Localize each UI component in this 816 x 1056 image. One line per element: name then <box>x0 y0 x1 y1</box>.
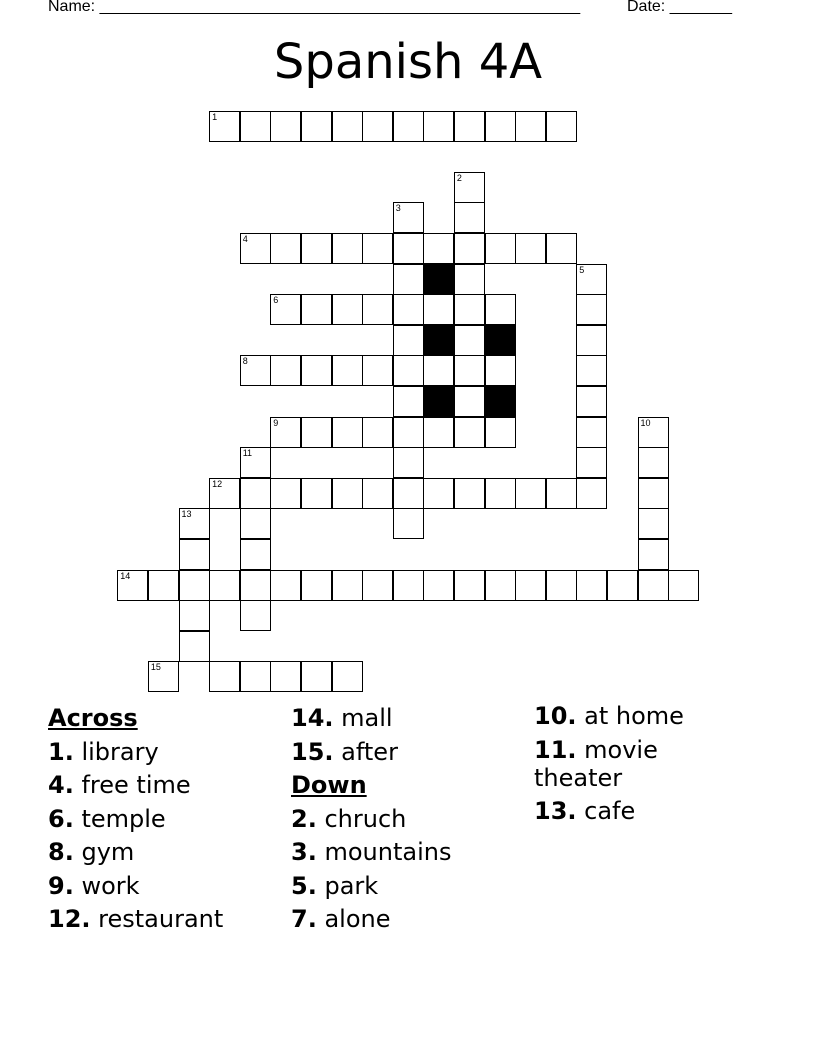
crossword-cell[interactable] <box>240 233 271 264</box>
clue-down-5 <box>291 870 531 904</box>
crossword-cell[interactable] <box>301 294 332 325</box>
crossword-cell[interactable] <box>301 478 332 509</box>
crossword-cell[interactable] <box>576 294 607 325</box>
crossword-cell[interactable] <box>454 355 485 386</box>
crossword-cell[interactable] <box>270 661 301 692</box>
clue-number-label: 10 <box>640 417 651 428</box>
crossword-cell[interactable] <box>515 111 546 142</box>
crossword-cell[interactable] <box>454 172 485 203</box>
clue-text: temple <box>81 804 166 833</box>
crossword-cell[interactable] <box>240 600 271 631</box>
clue-number: 1. <box>48 737 74 766</box>
crossword-cell[interactable] <box>301 570 332 601</box>
crossword-cell[interactable] <box>270 111 301 142</box>
clue-down-3 <box>291 836 531 870</box>
crossword-cell[interactable] <box>576 355 607 386</box>
crossword-cell[interactable] <box>362 233 393 264</box>
crossword-cell[interactable] <box>332 294 363 325</box>
crossword-cell[interactable] <box>240 447 271 478</box>
crossword-cell[interactable] <box>393 264 424 295</box>
crossword-cell[interactable] <box>209 478 240 509</box>
crossword-cell[interactable] <box>576 386 607 417</box>
clue-number-label: 12 <box>212 478 223 489</box>
blocked-cell <box>423 264 454 295</box>
crossword-cell[interactable] <box>393 447 424 478</box>
crossword-cell[interactable] <box>117 570 148 601</box>
crossword-cell[interactable] <box>454 233 485 264</box>
crossword-cell[interactable] <box>179 600 210 631</box>
crossword-cell[interactable] <box>240 508 271 539</box>
clue-number: 2. <box>291 804 317 833</box>
crossword-cell[interactable] <box>576 478 607 509</box>
crossword-cell[interactable] <box>454 478 485 509</box>
crossword-cell[interactable] <box>179 570 210 601</box>
crossword-cell[interactable] <box>240 111 271 142</box>
clue-text: mall <box>341 704 393 732</box>
crossword-cell[interactable] <box>393 355 424 386</box>
crossword-cell[interactable] <box>454 417 485 448</box>
clue-down-2 <box>291 803 531 837</box>
crossword-cell[interactable] <box>332 661 363 692</box>
crossword-cell[interactable] <box>301 233 332 264</box>
clue-number-label: 11 <box>242 448 253 459</box>
crossword-cell[interactable] <box>485 111 516 142</box>
crossword-cell[interactable] <box>485 294 516 325</box>
clue-number-label: 2 <box>456 172 462 183</box>
crossword-cell[interactable] <box>393 111 424 142</box>
clue-number: 4. <box>48 771 74 799</box>
crossword-cell[interactable] <box>332 355 363 386</box>
crossword-cell[interactable] <box>485 570 516 601</box>
crossword-cell[interactable] <box>393 325 424 356</box>
crossword-cell[interactable] <box>423 111 454 142</box>
page-title: Spanish 4A <box>273 34 543 90</box>
clue-number-label: 1 <box>212 111 218 122</box>
crossword-cell[interactable] <box>240 661 271 692</box>
crossword-cell[interactable] <box>485 478 516 509</box>
clues-column-3 <box>534 702 734 825</box>
crossword-cell[interactable] <box>576 417 607 448</box>
crossword-cell[interactable] <box>148 570 179 601</box>
crossword-cell[interactable] <box>393 233 424 264</box>
clue-down-10 <box>534 702 734 730</box>
clue-number-label: 8 <box>242 356 248 367</box>
clue-across-6 <box>48 803 288 837</box>
crossword-cell[interactable] <box>270 417 301 448</box>
crossword-cell[interactable] <box>393 202 424 233</box>
crossword-cell[interactable] <box>485 233 516 264</box>
clue-text: alone <box>324 905 391 933</box>
clue-text: at home <box>584 702 684 730</box>
clue-number-label: 14 <box>120 570 131 581</box>
across-heading: Across <box>48 704 138 732</box>
crossword-cell[interactable] <box>301 661 332 692</box>
clue-text: mountains <box>324 838 452 866</box>
crossword-cell[interactable] <box>362 111 393 142</box>
crossword-cell[interactable] <box>332 111 363 142</box>
crossword-cell[interactable] <box>332 233 363 264</box>
clue-text: cafe <box>584 797 636 825</box>
crossword-cell[interactable] <box>240 570 271 601</box>
crossword-cell[interactable] <box>638 417 669 448</box>
crossword-cell[interactable] <box>638 570 669 601</box>
clue-text: movie theater <box>534 735 658 792</box>
clue-number-label: 9 <box>273 417 279 428</box>
crossword-cell[interactable] <box>668 570 699 601</box>
clue-number: 15. <box>291 737 334 766</box>
crossword-cell[interactable] <box>270 233 301 264</box>
clue-number: 7. <box>291 905 317 933</box>
clue-number-label: 3 <box>395 203 401 214</box>
crossword-cell[interactable] <box>301 417 332 448</box>
crossword-cell[interactable] <box>485 417 516 448</box>
crossword-cell[interactable] <box>209 661 240 692</box>
crossword-cell[interactable] <box>607 570 638 601</box>
clue-down-7 <box>291 903 531 937</box>
crossword-cell[interactable] <box>423 478 454 509</box>
crossword-cell[interactable] <box>332 478 363 509</box>
clue-number-label: 15 <box>150 662 161 673</box>
clue-text: restaurant <box>98 905 224 933</box>
down-heading: Down <box>291 771 367 799</box>
clue-number-label: 6 <box>273 295 279 306</box>
clue-across-12 <box>48 903 288 937</box>
clue-text: work <box>81 871 140 900</box>
clue-number: 12. <box>48 905 91 933</box>
clue-number: 11. <box>534 735 577 764</box>
clue-across-15 <box>291 736 531 770</box>
clue-number: 5. <box>291 871 317 900</box>
clue-text: park <box>324 871 379 900</box>
clue-text: chruch <box>324 804 407 833</box>
clue-across-1 <box>48 736 288 770</box>
clue-number: 14. <box>291 704 334 732</box>
crossword-cell[interactable] <box>454 294 485 325</box>
clue-down-11 <box>534 736 734 792</box>
crossword-cell[interactable] <box>546 478 577 509</box>
crossword-cell[interactable] <box>546 233 577 264</box>
crossword-cell[interactable] <box>423 570 454 601</box>
crossword-cell[interactable] <box>362 294 393 325</box>
clue-number-label: 4 <box>242 234 248 244</box>
crossword-cell[interactable] <box>393 294 424 325</box>
crossword-cell[interactable] <box>362 355 393 386</box>
crossword-cell[interactable] <box>454 325 485 356</box>
clues-column-2 <box>291 702 531 937</box>
crossword-cell[interactable] <box>454 264 485 295</box>
crossword-cell[interactable] <box>423 294 454 325</box>
crossword-cell[interactable] <box>454 570 485 601</box>
crossword-cell[interactable] <box>362 478 393 509</box>
blocked-cell <box>423 386 454 417</box>
crossword-cell[interactable] <box>209 570 240 601</box>
crossword-cell[interactable] <box>393 570 424 601</box>
crossword-cell[interactable] <box>240 539 271 570</box>
crossword-cell[interactable] <box>148 661 179 692</box>
clue-number: 10. <box>534 702 577 730</box>
crossword-cell[interactable] <box>362 417 393 448</box>
clue-number: 13. <box>534 797 577 825</box>
clues-column-1 <box>48 702 288 937</box>
crossword-cell[interactable] <box>240 478 271 509</box>
clue-across-4 <box>48 769 288 803</box>
crossword-cell[interactable] <box>515 233 546 264</box>
clue-number: 6. <box>48 804 74 833</box>
crossword-cell[interactable] <box>362 570 393 601</box>
crossword-cell[interactable] <box>423 233 454 264</box>
crossword-cell[interactable] <box>638 447 669 478</box>
crossword-cell[interactable] <box>393 417 424 448</box>
crossword-cell[interactable] <box>332 417 363 448</box>
crossword-cell[interactable] <box>240 355 271 386</box>
crossword-cell[interactable] <box>393 508 424 539</box>
crossword-cell[interactable] <box>179 631 210 662</box>
crossword-cell[interactable] <box>393 386 424 417</box>
crossword-cell[interactable] <box>270 478 301 509</box>
crossword-cell[interactable] <box>515 570 546 601</box>
crossword-cell[interactable] <box>270 570 301 601</box>
clue-text: after <box>341 737 398 766</box>
clue-number-label: 5 <box>579 264 585 275</box>
crossword-cell[interactable] <box>454 111 485 142</box>
crossword-cell[interactable] <box>423 355 454 386</box>
clue-across-8 <box>48 836 288 870</box>
crossword-cell[interactable] <box>209 111 240 142</box>
crossword-cell[interactable] <box>576 447 607 478</box>
blocked-cell <box>485 386 516 417</box>
clue-text: free time <box>81 771 191 799</box>
crossword-cell[interactable] <box>638 539 669 570</box>
crossword-cell[interactable] <box>332 570 363 601</box>
crossword-cell[interactable] <box>576 264 607 295</box>
crossword-cell[interactable] <box>576 570 607 601</box>
crossword-cell[interactable] <box>454 202 485 233</box>
crossword-cell[interactable] <box>301 111 332 142</box>
crossword-cell[interactable] <box>270 294 301 325</box>
clue-text: library <box>81 737 159 766</box>
blocked-cell <box>485 325 516 356</box>
crossword-cell[interactable] <box>576 325 607 356</box>
crossword-cell[interactable] <box>515 478 546 509</box>
crossword-cell[interactable] <box>179 508 210 539</box>
crossword-cell[interactable] <box>638 508 669 539</box>
crossword-cell[interactable] <box>270 355 301 386</box>
crossword-cell[interactable] <box>423 417 454 448</box>
crossword-cell[interactable] <box>485 355 516 386</box>
date-field[interactable]: Date: _______ <box>627 0 732 15</box>
clue-number: 9. <box>48 871 74 900</box>
clue-number-label: 13 <box>181 509 192 520</box>
clue-number: 8. <box>48 838 74 866</box>
clue-down-13 <box>534 797 734 825</box>
crossword-cell[interactable] <box>638 478 669 509</box>
crossword-cell[interactable] <box>546 111 577 142</box>
crossword-cell[interactable] <box>454 386 485 417</box>
clue-across-14 <box>291 702 531 736</box>
crossword-cell[interactable] <box>301 355 332 386</box>
clue-number: 3. <box>291 838 317 866</box>
crossword-cell[interactable] <box>179 539 210 570</box>
crossword-cell[interactable] <box>546 570 577 601</box>
clue-across-9 <box>48 870 288 904</box>
blocked-cell <box>423 325 454 356</box>
clue-text: gym <box>81 838 135 866</box>
name-field[interactable]: Name: ______________________________________________________ <box>48 0 581 15</box>
crossword-cell[interactable] <box>393 478 424 509</box>
